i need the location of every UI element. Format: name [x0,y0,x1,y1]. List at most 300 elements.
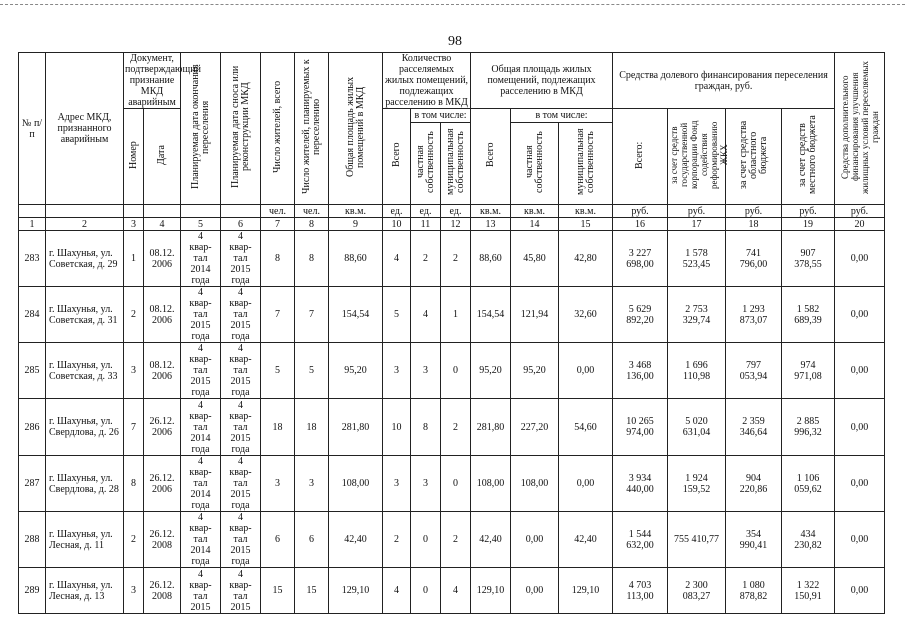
table-cell [46,231,124,287]
table-cell [726,287,782,343]
cell-text: 8 [275,253,280,264]
table-cell [124,568,144,614]
cell-text: 136,00 [626,370,654,382]
cell-text: 5 [394,309,399,320]
cell-text: 0,00 [850,309,869,320]
cell-text: Свердлова, д. 28 [49,483,119,495]
table-cell [46,343,124,399]
cell-text: 2 [394,534,399,545]
units-row-cell: чел. [295,205,329,218]
units-row-cell: руб. [668,205,726,218]
table-cell [261,287,295,343]
units-row-cell: ед. [441,205,471,218]
table-cell [144,287,181,343]
table-cell [221,231,261,287]
cell-text: года [191,556,210,567]
header-area-municipal: муниципальная собственность [574,128,596,196]
table-cell [19,399,46,456]
cell-text: 18 [306,421,317,433]
cell-text: квар- [189,354,212,365]
table-cell [782,568,835,614]
table-cell [181,399,221,456]
table-cell [726,512,782,568]
cell-text: 42,40 [479,534,502,545]
column-number-row-cell: 11 [411,218,441,231]
cell-text: 1 696 [685,359,708,371]
cell-text: 129,10 [571,585,600,596]
cell-text: 2 [131,309,136,320]
cell-text: 285 [24,365,40,376]
units-row [19,205,885,218]
scan-top-edge [0,4,905,6]
table-cell [124,231,144,287]
cell-text: 121,94 [520,309,549,320]
cell-text: 083,27 [682,590,711,602]
table-cell [46,287,124,343]
cell-text: 10 [391,421,402,433]
header-address: Адрес МКД, признанного аварийным [46,53,124,205]
cell-text: Свердлова, д. 26 [49,427,119,438]
table-cell [471,568,511,614]
cell-text: года [231,387,250,398]
header-doc-date: Дата [156,145,167,165]
table-row [19,399,885,456]
table-cell [559,287,613,343]
cell-text: 873,07 [739,314,768,326]
table-cell [411,568,441,614]
cell-text: 4 [238,399,243,411]
cell-text: 689,39 [794,314,822,326]
table-cell [383,343,411,399]
table-cell [19,456,46,512]
table-cell [726,568,782,614]
table-cell [559,456,613,512]
cell-text: 4 [238,343,243,354]
table-cell [383,231,411,287]
cell-text: 4 [198,512,203,523]
cell-text: 996,32 [794,427,822,438]
table-cell [329,456,383,512]
cell-text: 2006 [152,427,172,438]
cell-text: 971,08 [794,370,822,382]
cell-text: 129,10 [341,585,370,596]
table-cell [144,456,181,512]
cell-text: тал [193,534,208,545]
table-cell [411,456,441,512]
cell-text: 2006 [152,370,172,382]
cell-text: 3 [423,365,428,376]
cell-text: 281,80 [341,421,370,433]
cell-text: года [231,275,250,286]
units-row-cell [181,205,221,218]
units-row-cell: ед. [411,205,441,218]
cell-text: 2006 [152,314,172,326]
cell-text: 2 300 [685,579,708,591]
cell-text: 3 [309,478,314,489]
cell-text: 4 [394,253,399,264]
cell-text: 6 [309,534,314,545]
cell-text: тал [233,365,248,376]
table-cell [19,512,46,568]
cell-text: 7 [131,421,136,433]
cell-text: 4 [198,287,203,298]
header-private-prop: частная собственность [414,131,436,193]
column-number-row-cell: 3 [124,218,144,231]
table-cell [559,512,613,568]
table-cell [221,287,261,343]
column-number-row-cell: 9 [329,218,383,231]
cell-text: 523,45 [682,258,711,270]
cell-text: 159,52 [682,483,711,495]
cell-text: 08.12. [149,359,175,371]
table-cell [46,568,124,614]
table-cell [835,343,885,399]
cell-text: квар- [189,410,212,422]
table-cell [668,456,726,512]
cell-text: 974 [800,359,816,371]
cell-text: 2015 [230,545,251,556]
cell-text: 8 [309,253,314,264]
cell-text: 4 703 [628,579,652,591]
units-row-cell: руб. [613,205,668,218]
cell-text: квар- [189,579,212,591]
table-cell [261,399,295,456]
column-number-row-cell: 19 [782,218,835,231]
cell-text: 2 [453,534,458,545]
cell-text: 8 [423,421,428,433]
cell-text: 0,00 [850,421,869,433]
cell-text: 1 924 [685,472,708,484]
table-cell [511,568,559,614]
cell-text: г. Шахунья, ул. [49,303,113,315]
table-cell [668,287,726,343]
cell-text: 3 [394,478,399,489]
table-cell [782,399,835,456]
table-cell [144,343,181,399]
cell-text: 4 [423,309,428,320]
table-cell [559,568,613,614]
table-cell [383,512,411,568]
cell-text: 129,10 [476,585,505,596]
cell-text: 3 934 [628,472,652,484]
cell-text: 42,80 [574,253,597,264]
cell-text: 0,00 [850,478,869,489]
cell-text: 45,80 [523,253,546,264]
table-cell [835,456,885,512]
cell-text: 18 [272,421,283,433]
cell-text: 378,55 [794,258,822,270]
units-row-cell [19,205,46,218]
cell-text: 2 753 [685,303,708,315]
header-rooms-total: Всего [390,142,402,168]
cell-text: 2015 [190,601,211,613]
cell-text: квар- [229,354,252,365]
cell-text: 434 [800,528,816,540]
cell-text: 3 [131,365,136,376]
table-cell [144,399,181,456]
cell-text: тал [193,253,208,264]
cell-text: 42,40 [344,534,367,545]
units-row-cell: руб. [835,205,885,218]
table-cell [411,512,441,568]
table-cell [124,399,144,456]
header-planned-demolition: Планируемая дата сноса или реконструкции МКД [229,65,251,189]
cell-text: 2014 [190,489,211,500]
cell-text: 8 [131,478,136,489]
header-funding-group: Средства долевого финансирования переселения граждан, руб. [613,53,835,109]
cell-text: 08.12. [149,247,175,259]
table-cell [471,456,511,512]
table-cell [441,456,471,512]
cell-text: 0 [453,478,458,489]
cell-text: 08.12. [149,303,175,315]
units-row-cell: кв.м. [471,205,511,218]
cell-text: 1 544 [628,528,652,540]
units-row-cell [46,205,124,218]
cell-text: 755 410,77 [674,534,720,545]
table-cell [181,287,221,343]
table-cell [329,343,383,399]
cell-text: 4 [238,287,243,298]
table-cell [181,456,221,512]
cell-text: г. Шахунья, ул. [49,579,113,591]
table-cell [19,343,46,399]
table-cell [441,568,471,614]
units-row-cell: ед. [383,205,411,218]
table-cell [261,231,295,287]
cell-text: 3 [394,365,399,376]
table-cell [295,456,329,512]
table-cell [511,231,559,287]
cell-text: 1 080 [742,579,765,591]
cell-text: 4 [238,568,243,580]
cell-text: 4 [198,231,203,242]
cell-text: тал [193,421,208,433]
table-cell [471,287,511,343]
table-cell [835,568,885,614]
column-number-row-cell: 17 [668,218,726,231]
table-cell [329,512,383,568]
units-row-cell: кв.м. [329,205,383,218]
cell-text: 440,00 [626,483,654,495]
cell-text: 1 582 [796,303,820,315]
units-row-cell [124,205,144,218]
column-number-row-cell: 7 [261,218,295,231]
table-cell [261,568,295,614]
cell-text: 2006 [152,258,172,270]
table-cell [726,343,782,399]
cell-text: тал [193,590,208,602]
units-row-cell [144,205,181,218]
cell-text: 2 [453,421,458,433]
units-row-cell: руб. [726,205,782,218]
table-cell [19,287,46,343]
table-cell [668,399,726,456]
header-total-area: Общая площадь жилых помещений в МКД [344,76,366,178]
table-cell [181,231,221,287]
table-cell [782,231,835,287]
cell-text: 95,20 [344,365,367,376]
header-fund-local: за счет средств местного бюджета [797,115,819,195]
table-cell [559,399,613,456]
column-number-row-cell: 5 [181,218,221,231]
table-cell [613,343,668,399]
cell-text: 0,00 [850,253,869,264]
table-cell [668,231,726,287]
cell-text: 878,82 [739,590,768,602]
cell-text: 3 [275,478,280,489]
cell-text: тал [193,309,208,320]
cell-text: 1 293 [742,303,765,315]
units-row-cell: руб. [782,205,835,218]
cell-text: 95,20 [479,365,502,376]
column-number-row-cell: 20 [835,218,885,231]
table-cell [329,399,383,456]
cell-text: года [191,387,210,398]
table-cell [383,287,411,343]
cell-text: 108,00 [476,478,505,489]
cell-text: 346,64 [739,427,768,438]
cell-text: 95,20 [523,365,546,376]
cell-text: 287 [24,478,40,489]
cell-text: 0,00 [850,365,869,376]
column-number-row-cell: 15 [559,218,613,231]
table-cell [329,231,383,287]
cell-text: 2015 [190,320,211,331]
cell-text: Советская, д. 29 [49,258,118,270]
table-cell [411,399,441,456]
column-number-row-cell: 14 [511,218,559,231]
table-cell [124,512,144,568]
cell-text: 3 468 [628,359,652,371]
cell-text: 2015 [230,264,251,275]
cell-text: 059,62 [794,483,822,495]
table-cell [835,231,885,287]
cell-text: 3 [423,478,428,489]
cell-text: 42,40 [574,534,597,545]
cell-text: 108,00 [520,478,549,489]
table-cell [329,287,383,343]
column-number-row-cell: 6 [221,218,261,231]
table-cell [471,399,511,456]
cell-text: 2014 [190,545,211,556]
header-area-group: Общая площадь жилых помещений, подлежащих расселению в МКД [471,53,613,109]
cell-text: Советская, д. 31 [49,314,118,326]
cell-text: 6 [275,534,280,545]
cell-text: тал [233,309,248,320]
table-cell [46,399,124,456]
cell-text: 0,00 [850,534,869,545]
table-cell [441,231,471,287]
table-cell [511,456,559,512]
cell-text: 32,60 [574,309,597,320]
table-cell [511,512,559,568]
cell-text: 0,00 [850,585,869,596]
header-fund-fond: за счет средств государственной корпорации Фонд содействия реформированию ЖКХ [669,120,730,190]
cell-text: Лесная, д. 13 [49,590,105,602]
cell-text: 3 227 [628,247,652,259]
header-fund-regional: за счет средства областного бюджета [737,120,769,190]
header-document: Документ, подтверждающий признание МКД аварийным [125,53,201,108]
cell-text: Лесная, д. 11 [49,539,104,551]
cell-text: года [231,443,250,455]
cell-text: 154,54 [341,309,370,320]
table-cell [124,456,144,512]
cell-text: 26.12. [149,528,175,540]
cell-text: 2015 [230,376,251,387]
table-row [19,231,885,287]
table-cell [511,343,559,399]
table-cell [144,231,181,287]
table-cell [383,456,411,512]
table-cell [411,231,441,287]
cell-text: 892,20 [626,314,654,326]
table-cell [511,399,559,456]
cell-text: квар- [229,298,252,309]
table-cell [181,568,221,614]
units-row-cell: чел. [261,205,295,218]
cell-text: года [191,331,210,342]
cell-text: г. Шахунья, ул. [49,359,113,371]
header-area-total: Всего [484,142,496,168]
cell-text: 26.12. [149,416,175,427]
header-residents-total: Число жителей, всего [271,80,283,174]
cell-text: 797 [746,359,762,371]
cell-text: года [231,331,250,342]
cell-text: 7 [309,309,314,320]
cell-text: тал [233,534,248,545]
table-cell [559,231,613,287]
cell-text: 283 [24,253,40,264]
cell-text: 2015 [230,320,251,331]
cell-text: 0,00 [576,478,595,489]
cell-text: 354 [746,528,762,540]
cell-text: 1 578 [685,247,708,259]
cell-text: квар- [189,298,212,309]
table-cell [471,343,511,399]
cell-text: 907 [800,247,816,259]
cell-text: квар- [229,410,252,422]
cell-text: квар- [189,467,212,478]
cell-text: 288 [24,534,40,545]
header-municipal-prop: муниципальная собственность [444,128,466,196]
table-cell [329,568,383,614]
cell-text: тал [233,478,248,489]
cell-text: 2015 [230,489,251,500]
cell-text: 4 [453,585,458,596]
header-area-private: частная собственность [523,131,545,193]
table-row [19,512,885,568]
table-cell [295,568,329,614]
cell-text: 904 [746,472,762,484]
table-cell [613,287,668,343]
table-cell [613,568,668,614]
cell-text: 5 [309,365,314,376]
table-cell [411,287,441,343]
header-doc-number: Номер [127,141,139,169]
cell-text: 053,94 [739,370,768,382]
cell-text: 741 [746,247,762,259]
cell-text: 4 [198,343,203,354]
table-cell [835,512,885,568]
cell-text: года [191,500,210,511]
table-cell [295,343,329,399]
cell-text: 5 629 [628,303,652,315]
table-cell [124,343,144,399]
page-number: 98 [448,34,462,49]
cell-text: 15 [306,585,317,596]
cell-text: 0,00 [525,585,544,596]
